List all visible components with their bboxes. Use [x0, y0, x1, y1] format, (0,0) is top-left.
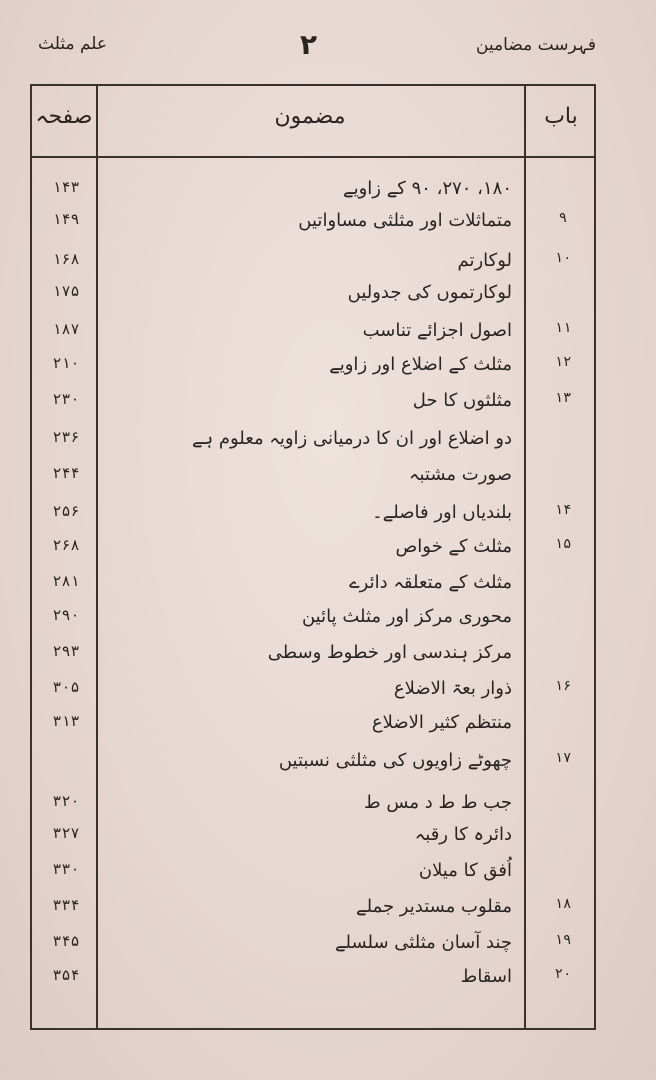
row-page: ۲۶۸ [52, 536, 80, 554]
row-subject: اُفق کا میلان [418, 860, 512, 881]
row-subject: مثلث کے اضلاع اور زاویے [329, 354, 512, 375]
row-page: ۲۹۰ [52, 606, 80, 624]
row-subject: ۱۸۰، ۲۷۰، ۹۰ کے زاویے [343, 178, 512, 199]
row-page: ۲۵۶ [52, 502, 80, 520]
row-page: ۲۸۱ [52, 572, 80, 590]
table-row [32, 896, 598, 930]
table-row [32, 678, 598, 712]
row-chapter: ۲۰ [554, 966, 572, 982]
row-page: ۲۹۳ [52, 642, 80, 660]
table-row [32, 712, 598, 746]
table-row [32, 178, 598, 212]
row-chapter: ۱۴ [554, 502, 572, 518]
table-row [32, 860, 598, 894]
row-chapter: ۱۳ [554, 390, 572, 406]
row-subject: چند آسان مثلثی سلسلے [334, 932, 512, 953]
table-row [32, 572, 598, 606]
row-page: ۳۳۰ [52, 860, 80, 878]
row-subject: مثلثوں کا حل [412, 390, 512, 411]
table-row [32, 428, 598, 462]
row-subject: بلندیاں اور فاصلے۔ [372, 502, 512, 523]
row-subject: مقلوب مستدیر جملے [356, 896, 512, 917]
row-subject: لوکارتموں کی جدولیں [347, 282, 512, 303]
row-subject: مثلث کے خواص [395, 536, 512, 557]
row-page: ۲۳۰ [52, 390, 80, 408]
row-subject: صورت مشتبہ [408, 464, 512, 485]
row-subject: ذوار بعۃ الاضلاع [393, 678, 512, 699]
row-chapter: ۱۷ [554, 750, 572, 766]
table-row [32, 606, 598, 640]
row-chapter: ۱۰ [554, 250, 572, 266]
row-page: ۲۳۶ [52, 428, 80, 446]
row-subject: اصول اجزائے تناسب [362, 320, 512, 341]
table-row [32, 502, 598, 536]
row-chapter: ۱۱ [554, 320, 572, 336]
row-subject: متماثلات اور مثلثی مساواتیں [298, 210, 512, 231]
row-chapter: ۱۲ [554, 354, 572, 370]
row-chapter: ۱۵ [554, 536, 572, 552]
column-header-subject: مضمون [274, 104, 346, 129]
column-header-chapter: باب [544, 104, 578, 129]
row-subject: منتظم کثیر الاضلاع [371, 712, 512, 733]
row-chapter: ۱۹ [554, 932, 572, 948]
table-row [32, 642, 598, 676]
row-page: ۳۲۰ [52, 792, 80, 810]
table-row [32, 250, 598, 284]
row-page: ۱۸۷ [52, 320, 80, 338]
row-page: ۱۴۳ [52, 178, 80, 196]
book-title: علم مثلث [38, 34, 108, 54]
contents-table [30, 84, 596, 1030]
row-subject: چھوٹے زاویوں کی مثلثی نسبتیں [278, 750, 512, 771]
row-page: ۳۲۷ [52, 824, 80, 842]
table-row [32, 464, 598, 498]
row-page: ۱۴۹ [52, 210, 80, 228]
row-page: ۱۷۵ [52, 282, 80, 300]
column-header-page: صفحہ [35, 104, 93, 129]
row-page: ۱۶۸ [52, 250, 80, 268]
row-page: ۳۵۴ [52, 966, 80, 984]
table-row [32, 210, 598, 244]
table-row [32, 824, 598, 858]
row-page: ۳۰۵ [52, 678, 80, 696]
row-subject: مرکز ہندسی اور خطوط وسطی [267, 642, 512, 663]
table-row [32, 966, 598, 1000]
row-chapter: ۹ [558, 210, 568, 226]
section-title: فہرست مضامین [475, 35, 596, 55]
table-row [32, 536, 598, 570]
row-subject: محوری مرکز اور مثلث پائین [301, 606, 512, 627]
row-page: ۳۱۳ [52, 712, 80, 730]
row-page: ۳۴۵ [52, 932, 80, 950]
row-subject: اسقاط [460, 966, 512, 987]
table-row [32, 932, 598, 966]
row-page: ۲۱۰ [52, 354, 80, 372]
row-page: ۲۴۴ [52, 464, 80, 482]
row-subject: جب ط ط د مس ط [364, 792, 512, 813]
table-row [32, 390, 598, 424]
table-row [32, 282, 598, 316]
row-chapter: ۱۶ [554, 678, 572, 694]
row-subject: لوکارتم [457, 250, 512, 271]
table-row [32, 792, 598, 826]
row-page: ۳۳۴ [52, 896, 80, 914]
header-divider [32, 156, 594, 158]
row-chapter: ۱۸ [554, 896, 572, 912]
row-subject: دائرہ کا رقبہ [414, 824, 512, 845]
row-subject: مثلث کے متعلقہ دائرے [349, 572, 512, 593]
row-subject: دو اضلاع اور ان کا درمیانی زاویہ معلوم ہے [192, 428, 512, 449]
table-row [32, 354, 598, 388]
table-row [32, 320, 598, 354]
page-number: ۲ [300, 28, 318, 61]
table-row [32, 750, 598, 784]
